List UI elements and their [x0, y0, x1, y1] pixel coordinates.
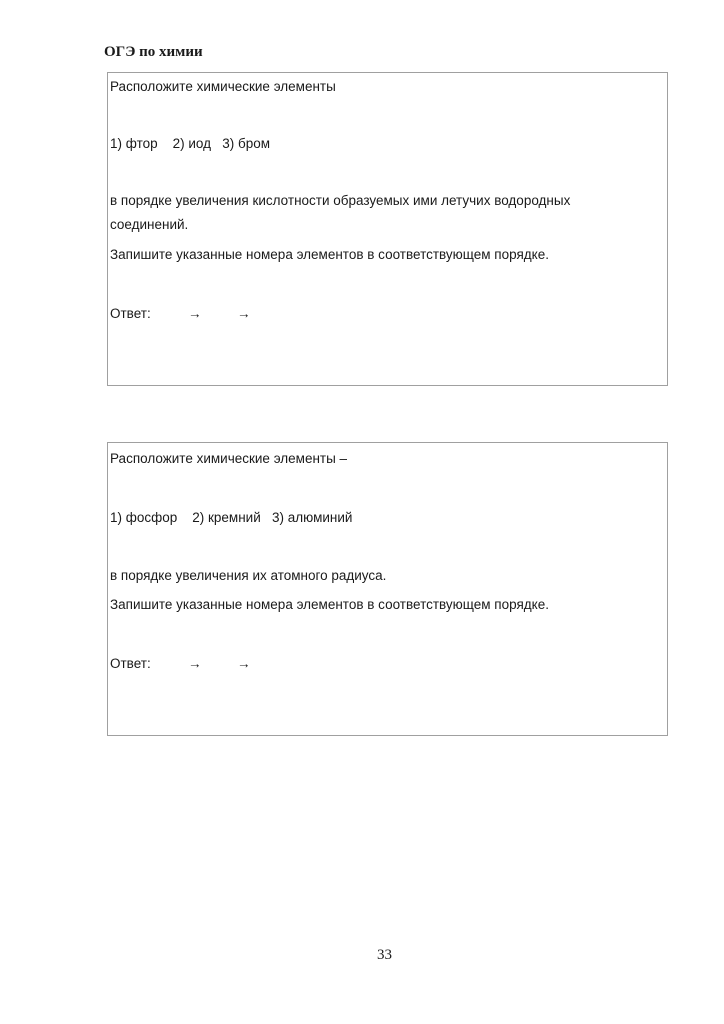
arrow-right-icon: →: [188, 656, 202, 671]
arrow-right-icon: →: [237, 306, 251, 321]
task-intro: Расположите химические элементы: [110, 79, 336, 94]
page-title: ОГЭ по химии: [104, 44, 203, 60]
arrow-right-icon: →: [237, 656, 251, 671]
task-instruction: Запишите указанные номера элементов в соответствующем порядке.: [110, 597, 549, 612]
answer-label: Ответ:: [110, 656, 151, 671]
task-elements-list: 1) фосфор 2) кремний 3) алюминий: [110, 510, 353, 525]
task-condition-line: в порядке увеличения кислотности образуемых ими летучих водородных: [110, 193, 571, 208]
page-number: 33: [377, 947, 392, 963]
task-intro: Расположите химические элементы –: [110, 451, 348, 466]
task-condition-line: соединений.: [110, 217, 189, 232]
arrow-right-icon: →: [188, 306, 202, 321]
task-box-1: [107, 72, 668, 386]
task-elements-list: 1) фтор 2) иод 3) бром: [110, 136, 271, 151]
task-box-2: [107, 442, 668, 736]
task-instruction: Запишите указанные номера элементов в соответствующем порядке.: [110, 247, 549, 262]
task-condition-line: в порядке увеличения их атомного радиуса.: [110, 568, 387, 583]
answer-label: Ответ:: [110, 306, 151, 321]
